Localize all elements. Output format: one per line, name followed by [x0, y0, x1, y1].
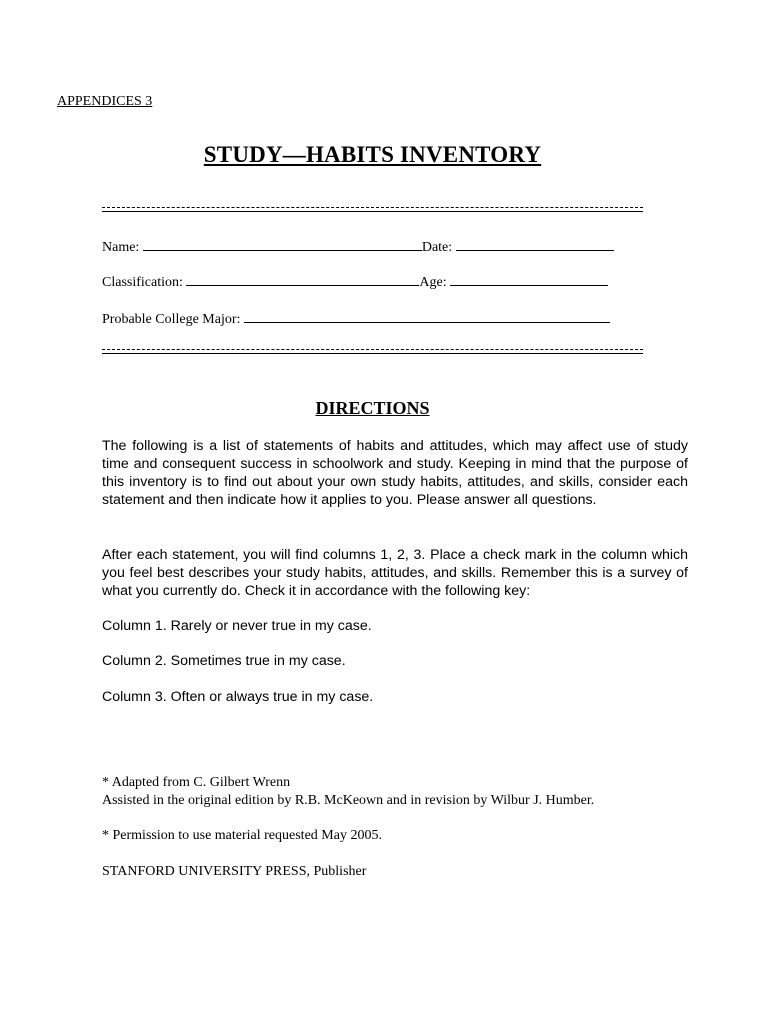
- directions-paragraph-1: The following is a list of statements of habits and attitudes, which may affect use of study time and consequent success in schoolwork and study. Keeping in mind that the purpose of this inventory is to find out about your own study habits, attitudes, and skills, consider each statement and then indicate how it applies to you. Please answer all questions.: [102, 438, 688, 508]
- directions-heading: DIRECTIONS: [315, 398, 430, 418]
- classification-age-row: [102, 272, 608, 290]
- classification-field[interactable]: [186, 272, 419, 286]
- appendix-label: APPENDICES 3: [57, 94, 153, 109]
- page-title: STUDY—HABITS INVENTORY: [203, 142, 542, 167]
- major-row: [102, 309, 610, 327]
- name-label: Name:: [102, 240, 140, 255]
- top-divider: [102, 206, 643, 214]
- permission-note: * Permission to use material requested May 2005.: [102, 828, 382, 843]
- publisher-note: STANFORD UNIVERSITY PRESS, Publisher: [102, 864, 367, 879]
- key-column-1: Column 1. Rarely or never true in my case.: [102, 618, 372, 634]
- assisted-note: Assisted in the original edition by R.B. McKeown and in revision by Wilbur J. Humber.: [102, 793, 595, 808]
- date-field[interactable]: [456, 237, 614, 251]
- directions-paragraph-2: After each statement, you will find columns 1, 2, 3. Place a check mark in the column which you feel best describes your study habits, attitudes, and skills. Remember this is a survey of what you currently do. Check it in accordance with the following key:: [102, 547, 688, 599]
- key-column-3: Column 3. Often or always true in my case.: [102, 689, 374, 705]
- adapted-note: * Adapted from C. Gilbert Wrenn: [102, 775, 291, 790]
- key-column-2: Column 2. Sometimes true in my case.: [102, 653, 346, 669]
- name-date-row: [102, 237, 614, 255]
- bottom-divider: [102, 348, 643, 356]
- date-label: Date:: [421, 240, 453, 255]
- age-field[interactable]: [450, 272, 608, 286]
- name-field[interactable]: [143, 237, 422, 251]
- classification-label: Classification:: [102, 275, 183, 290]
- major-label: Probable College Major:: [102, 312, 241, 327]
- major-field[interactable]: [244, 309, 610, 323]
- age-label: Age:: [419, 275, 447, 290]
